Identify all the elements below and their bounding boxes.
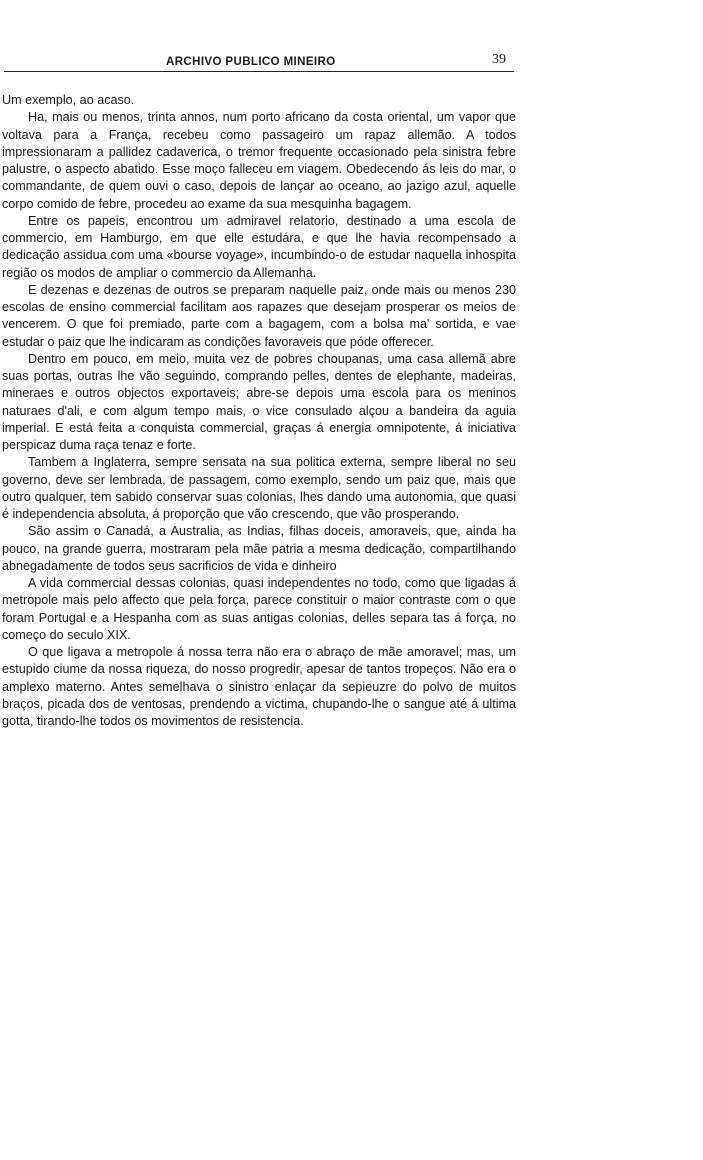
paragraph: São assim o Canadá, a Australia, as Indias, filhas doceis, amoraveis, que, ainda ha pouco, na grande guerra, mostraram pela mãe patria a mesma dedicação, compartilhando abnegadamente de todos seus sacrificios de vida e dinheiro bbox=[2, 524, 516, 573]
paragraph: A vida commercial dessas colonias, quasi independentes no todo, como que ligadas á metropole mais pelo affecto que pela força, parece constituir o maior contraste com o que foram Portugal e a Hespanha com as suas antigas colonias, delles separa tas á força, no começo do seculo XIX. bbox=[2, 576, 516, 642]
paragraph: Tambem a Inglaterra, sempre sensata na sua politica externa, sempre liberal no seu governo, deve ser lembrada, de passagem, como exemplo, sendo um paiz que, mais que outro qualquer, tem sabido conservar suas colonias, lhes dando uma autonomia, que quasi é independencia absoluta, á proporção que vão crescendo, que vão prosperando. bbox=[2, 455, 516, 521]
running-title: ARCHIVO PUBLICO MINEIRO bbox=[166, 56, 336, 68]
paragraph: Dentro em pouco, em meio, muita vez de pobres choupanas, uma casa allemã abre suas portas, outras lhe vão seguindo, comprando pelles, dentes de elephante, madeiras, mineraes e outros objectos exportaveis; abre-se depois uma escola para os meninos naturaes d'ali, e com algum tempo mais, o vice consulado alçou a bandeira da aguia imperial. E está feita a conquista commercial, graças á energia omnipotente, á iniciativa perspicaz duma raça tenaz e forte. bbox=[2, 351, 516, 452]
paragraph: Ha, mais ou menos, trinta annos, num porto africano da costa oriental, um vapor que voltava para a França, recebeu como passageiro um rapaz allemão. A todos impressionaram a pallidez cadaverica, o tremor frequente occasionado pela sinistra febre palustre, o aspecto abatido. Esse moço falleceu em viagem. Obedecendo ás leis do mar, o commandante, de quem ouvi o caso, depois de lançar ao oceano, ao jazigo azul, aquelle corpo comido de febre, procedeu ao exame da sua mesquinha bagagem. bbox=[2, 110, 516, 211]
paragraph: E dezenas e dezenas de outros se preparam naquelle paiz, onde mais ou menos 230 escolas de ensino commercial facilitam aos rapazes que desejam prosperar os meios de vencerem. O que foi premiado, parte com a bagagem, com a bolsa ma' sortida, e vae estudar o paiz que lhe indicaram as condições favoraveis que póde offerecer. bbox=[2, 282, 516, 349]
page-header bbox=[4, 52, 514, 74]
page-number: 39 bbox=[492, 52, 506, 67]
paragraph: Entre os papeis, encontrou um admiravel relatorio, destinado a uma escola de commercio, em Hamburgo, em que elle estudára, e que lhe havia recompensado a dedicação assidua com uma «bourse voyage», incumbindo-o de estudar naquella inhospita região os modos de ampliar o commercio da Allemanha. bbox=[2, 213, 516, 280]
paragraph-intro: Um exemplo, ao acaso. bbox=[2, 93, 135, 107]
body-text bbox=[2, 92, 516, 730]
paragraph: O que ligava a metropole á nossa terra não era o abraço de mãe amoravel; mas, um estupido ciume da nossa riqueza, do nosso progredir, apesar de tantos tropeços. Não era o amplexo materno. Antes semelhava o sinistro enlaçar da sepieuzre do polvo de muitos braços, picada dos de ventosas, prendendo a victima, chupando-lhe o sangue até á ultima gotta, tirando-lhe todos os movimentos de resistencia. bbox=[2, 645, 516, 728]
header-rule bbox=[4, 71, 514, 72]
